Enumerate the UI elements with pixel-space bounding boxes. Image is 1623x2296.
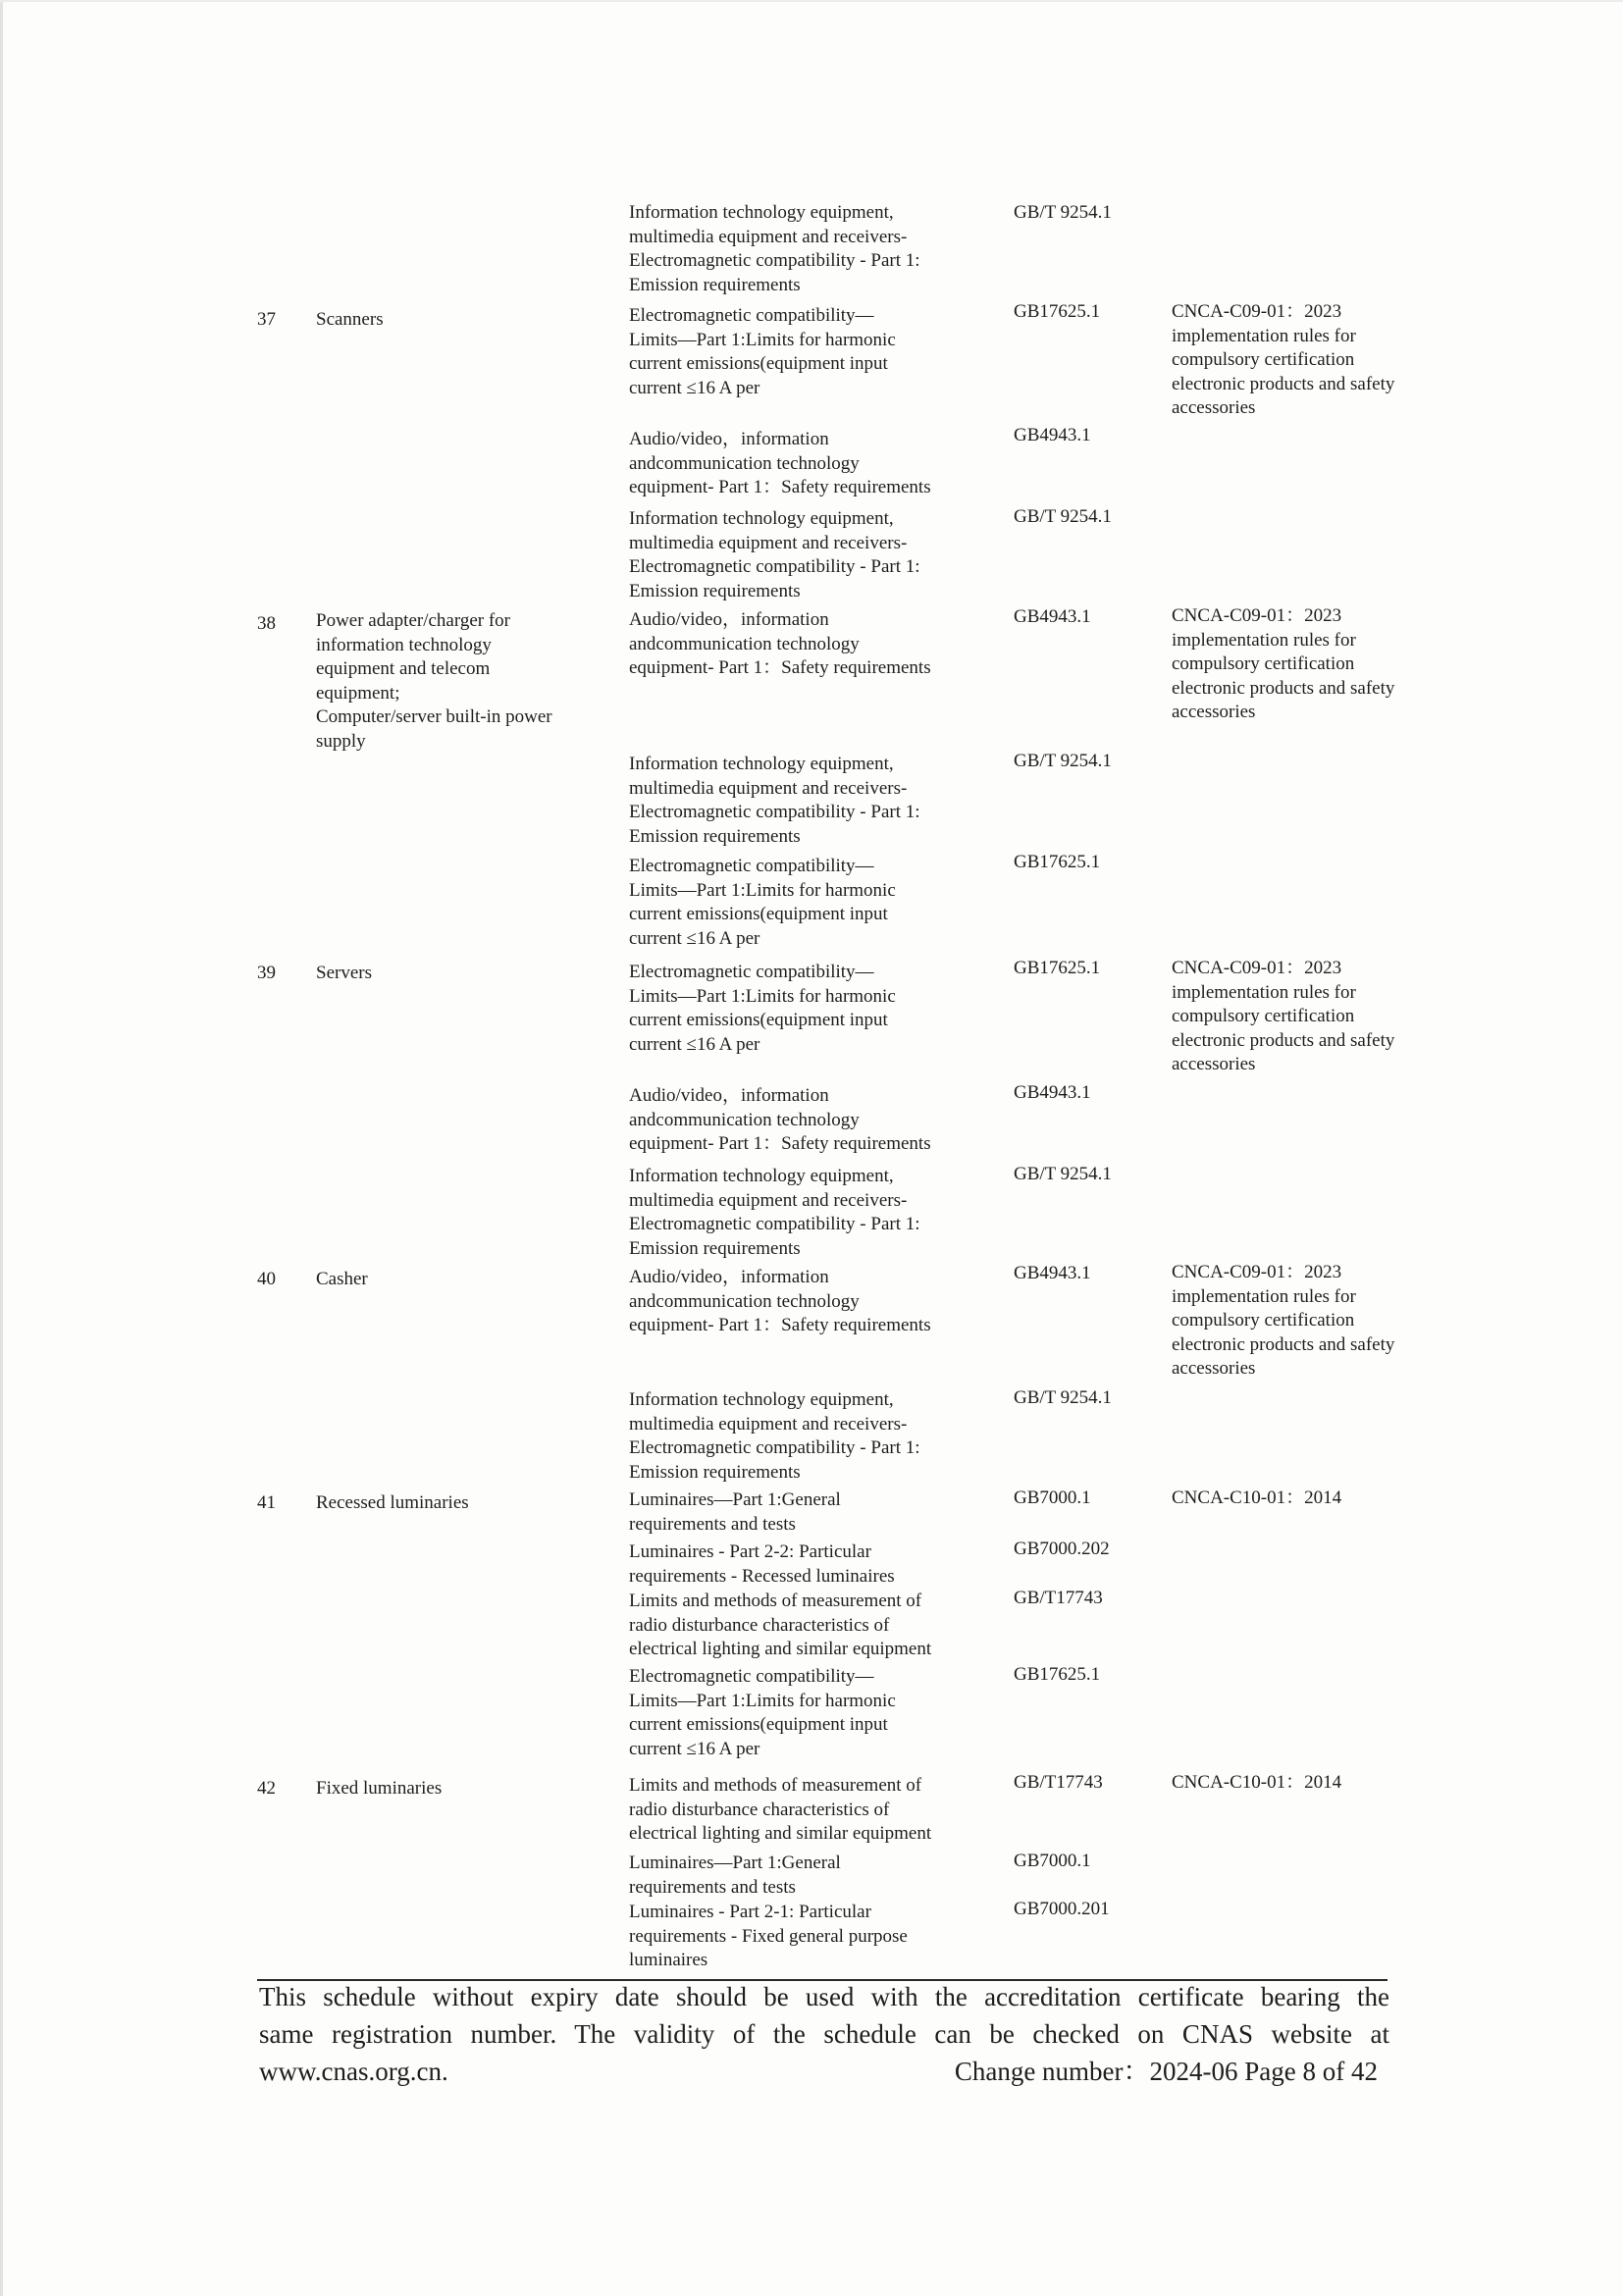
standard-code: GB17625.1 [1014, 1664, 1101, 1685]
standard-code: GB17625.1 [1014, 958, 1101, 978]
standard-code: GB17625.1 [1014, 301, 1101, 322]
product-name: Casher [316, 1269, 368, 1289]
standard-code: GB4943.1 [1014, 606, 1091, 627]
scan-top-edge [0, 0, 1623, 2]
standard-code: GB/T17743 [1014, 1588, 1103, 1608]
scan-left-edge [0, 0, 3, 2296]
product-name: Scanners [316, 309, 384, 330]
standard-code: GB/T 9254.1 [1014, 202, 1112, 223]
product-name: Fixed luminaries [316, 1778, 443, 1799]
standard-title: Luminaires - Part 2-1: Particular requirements - Fixed general purpose luminaires [629, 1902, 908, 1970]
standard-title: Information technology equipment, multimedia equipment and receivers- Electromagnetic compatibility - Part 1: Emission requirements [629, 202, 920, 295]
footer-line-2: same registration number. The validity of the schedule can be checked on CNAS website at [259, 2019, 1389, 2049]
standard-title: Information technology equipment, multimedia equipment and receivers- Electromagnetic compatibility - Part 1: Emission requirements [629, 508, 920, 601]
standard-title: Information technology equipment, multimedia equipment and receivers- Electromagnetic compatibility - Part 1: Emission requirements [629, 1389, 920, 1483]
standard-title: Luminaires - Part 2-2: Particular requirements - Recessed luminaires [629, 1541, 895, 1587]
footer-line-1: This schedule without expiry date should be used with the accreditation certificate bearing the [259, 1982, 1389, 2011]
certification-rule: CNCA-C09-01：2023 implementation rules for compulsory certification electronic products and safety accessories [1172, 958, 1395, 1074]
certification-rule: CNCA-C10-01：2014 [1172, 1772, 1342, 1793]
standard-code: GB7000.1 [1014, 1851, 1091, 1871]
standard-code: GB4943.1 [1014, 1263, 1091, 1283]
product-name: Recessed luminaries [316, 1492, 469, 1513]
standard-title: Luminaires—Part 1:General requirements and tests [629, 1852, 841, 1898]
standard-code: GB/T 9254.1 [1014, 1387, 1112, 1408]
standard-code: GB7000.202 [1014, 1539, 1110, 1559]
item-number: 39 [257, 963, 276, 983]
standard-code: GB17625.1 [1014, 852, 1101, 872]
standard-title: Audio/video，information andcommunication technology equipment- Part 1：Safety requirements [629, 429, 931, 497]
item-number: 42 [257, 1778, 276, 1799]
standard-title: Luminaires—Part 1:General requirements and tests [629, 1489, 841, 1535]
product-name: Power adapter/charger for information technology equipment and telecom equipment; Computer/server built-in power supply [316, 610, 552, 752]
certification-rule: CNCA-C09-01：2023 implementation rules for compulsory certification electronic products and safety accessories [1172, 301, 1395, 418]
standard-title: Electromagnetic compatibility— Limits—Part 1:Limits for harmonic current emissions(equipment input current ≤16 A per [629, 856, 896, 949]
certification-rule: CNCA-C10-01：2014 [1172, 1487, 1342, 1508]
item-number: 41 [257, 1492, 276, 1513]
standard-title: Electromagnetic compatibility— Limits—Part 1:Limits for harmonic current emissions(equipment input current ≤16 A per [629, 962, 896, 1055]
cnas-website-link[interactable]: www.cnas.org.cn. [259, 2057, 448, 2086]
product-name: Servers [316, 963, 372, 983]
standard-title: Information technology equipment, multimedia equipment and receivers- Electromagnetic compatibility - Part 1: Emission requirements [629, 1166, 920, 1259]
certification-rule: CNCA-C09-01：2023 implementation rules for compulsory certification electronic products and safety accessories [1172, 605, 1395, 722]
standard-title: Limits and methods of measurement of radio disturbance characteristics of electrical lighting and similar equipment [629, 1775, 932, 1844]
certification-rule: CNCA-C09-01：2023 implementation rules for compulsory certification electronic products and safety accessories [1172, 1262, 1395, 1379]
standard-title: Electromagnetic compatibility— Limits—Part 1:Limits for harmonic current emissions(equipment input current ≤16 A per [629, 1666, 896, 1759]
standard-code: GB/T 9254.1 [1014, 1164, 1112, 1184]
standard-title: Electromagnetic compatibility— Limits—Part 1:Limits for harmonic current emissions(equipment input current ≤16 A per [629, 305, 896, 398]
standard-code: GB/T 9254.1 [1014, 751, 1112, 771]
standard-code: GB/T17743 [1014, 1772, 1103, 1793]
standard-code: GB7000.201 [1014, 1899, 1110, 1919]
change-number-page: Change number：2024-06 Page 8 of 42 [954, 2057, 1378, 2086]
standard-title: Audio/video，information andcommunication technology equipment- Part 1：Safety requirements [629, 1085, 931, 1154]
item-number: 37 [257, 309, 276, 330]
footer-line-3 [259, 2054, 1378, 2089]
standard-code: GB4943.1 [1014, 1082, 1091, 1103]
standard-title: Audio/video，information andcommunication technology equipment- Part 1：Safety requirements [629, 609, 931, 678]
standard-title: Limits and methods of measurement of radio disturbance characteristics of electrical lighting and similar equipment [629, 1591, 932, 1659]
standard-code: GB4943.1 [1014, 425, 1091, 445]
standard-title: Audio/video，information andcommunication technology equipment- Part 1：Safety requirements [629, 1267, 931, 1335]
item-number: 40 [257, 1269, 276, 1289]
standard-code: GB7000.1 [1014, 1487, 1091, 1508]
standard-title: Information technology equipment, multimedia equipment and receivers- Electromagnetic compatibility - Part 1: Emission requirements [629, 754, 920, 847]
item-number: 38 [257, 613, 276, 634]
standard-code: GB/T 9254.1 [1014, 506, 1112, 527]
